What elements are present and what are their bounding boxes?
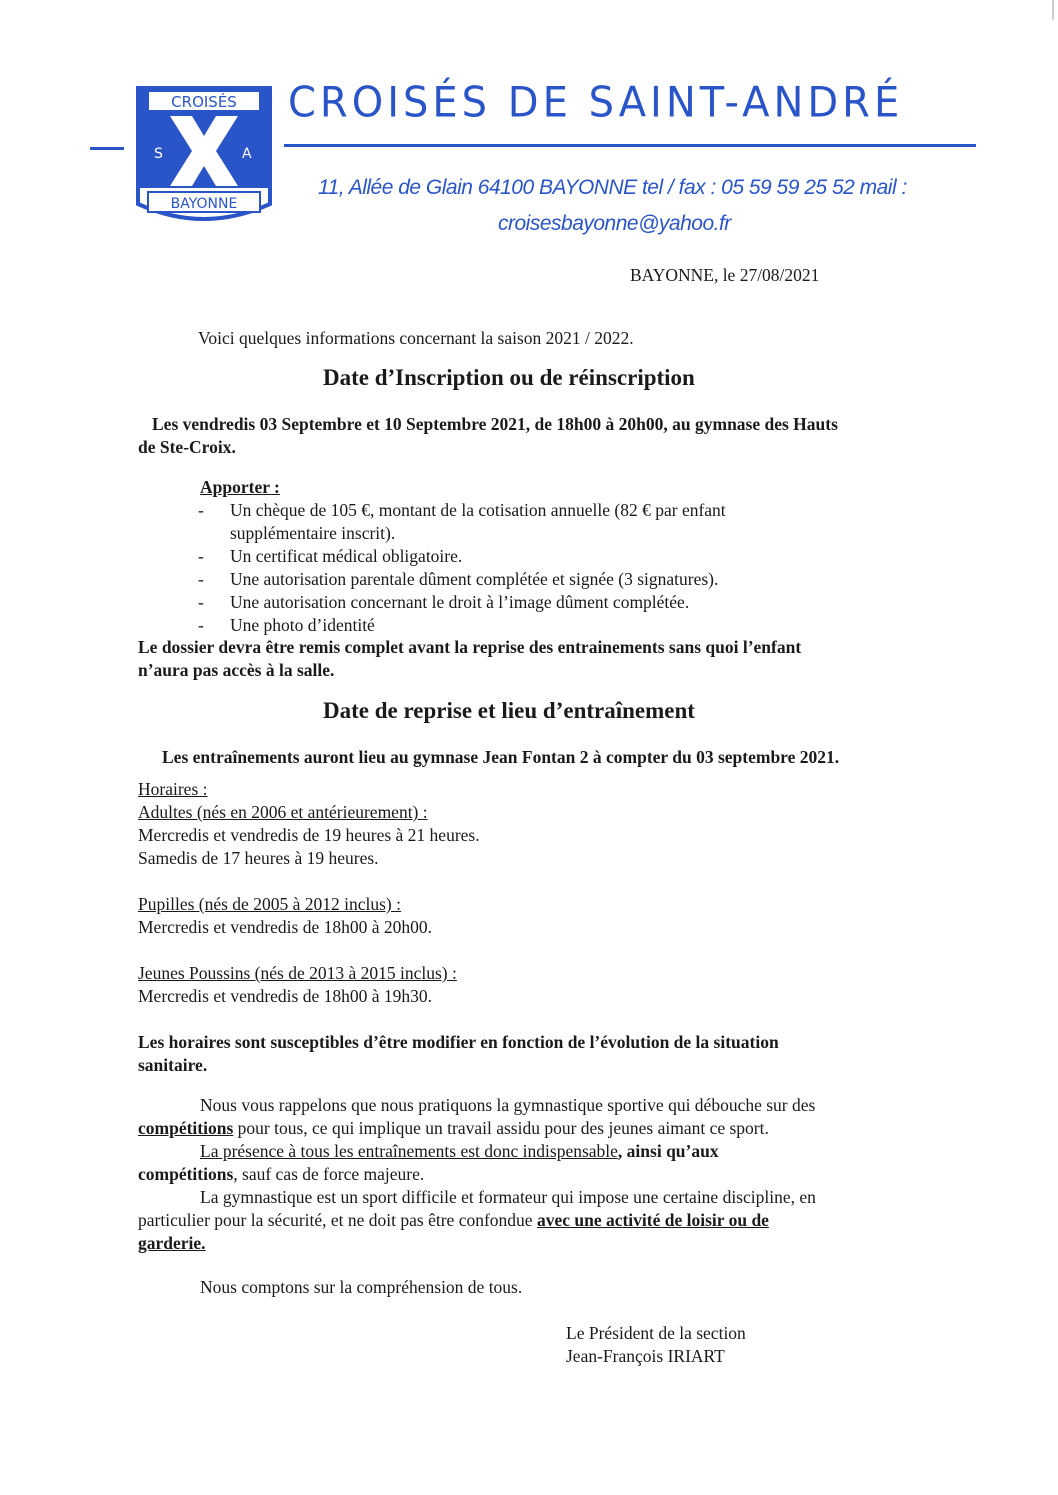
paragraph-discipline-cont (138, 1209, 769, 1232)
list-item (198, 499, 726, 545)
list-item (198, 568, 726, 591)
pupils-label: Pupilles (nés de 2005 à 2012 inclus) : (138, 894, 401, 914)
adults-schedule: Mercredis et vendredis de 19 heures à 21 heures. (138, 825, 480, 845)
dossier-warning-cont: n’aura pas accès à la salle. (138, 660, 335, 680)
competitions-emphasis: compétitions (138, 1118, 234, 1138)
signature-name: Jean-François IRIART (566, 1346, 725, 1366)
registration-dates: Les vendredis 03 Septembre et 10 Septembre 2021, de 18h00 à 20h00, au gymnase des Hauts (152, 414, 838, 434)
letter-date: BAYONNE, le 27/08/2021 (630, 265, 820, 285)
intro-text: Voici quelques informations concernant la saison 2021 / 2022. (198, 328, 634, 348)
dossier-warning: Le dossier devra être remis complet avant la reprise des entrainements sans quoi l’enfant (138, 637, 802, 657)
attendance-underlined: La présence à tous les entraînements est donc indispensable (200, 1141, 618, 1161)
club-name-heading: CROISÉS DE SAINT-ANDRÉ (288, 78, 904, 128)
list-item-line: Une photo d’identité (230, 615, 375, 635)
list-dash: - (198, 546, 204, 566)
paragraph-competition: Nous vous rappelons que nous pratiquons la gymnastique sportive qui débouche sur des (200, 1095, 816, 1115)
paragraph-attendance (200, 1140, 719, 1163)
paragraph-competition-cont (138, 1117, 769, 1140)
signature-title: Le Président de la section (566, 1323, 746, 1343)
leisure-emphasis: avec une activité de loisir ou de (536, 1210, 769, 1230)
young-poussins-schedule: Mercredis et vendredis de 18h00 à 19h30. (138, 986, 433, 1006)
paragraph-text: pour tous, ce qui implique un travail assidu pour des jeunes aimant ce sport. (233, 1118, 769, 1138)
registration-title: Date d’Inscription ou de réinscription (323, 365, 695, 390)
paragraph-discipline: La gymnastique est un sport difficile et formateur qui impose une certaine discipline, en (200, 1187, 816, 1207)
attendance-bold: , ainsi qu’aux (617, 1141, 719, 1161)
paragraph-text: , sauf cas de force majeure. (233, 1164, 425, 1184)
adults-label: Adultes (nés en 2006 et antérieurement) : (138, 802, 428, 822)
club-email: croisesbayonne@yahoo.fr (498, 212, 731, 235)
training-location: Les entraînements auront lieu au gymnase Jean Fontan 2 à compter du 03 septembre 2021. (162, 747, 840, 767)
paragraph-attendance-cont (138, 1163, 424, 1186)
club-address: 11, Allée de Glain 64100 BAYONNE tel / fax : 05 59 59 25 52 mail : (318, 176, 907, 199)
documents-to-bring-label: Apporter : (200, 477, 280, 497)
list-dash: - (198, 569, 204, 589)
paragraph-text: particulier pour la sécurité, et ne doit pas être confondue (138, 1210, 537, 1230)
list-dash: - (198, 592, 204, 612)
schedule-notice-cont: sanitaire. (138, 1055, 208, 1075)
list-item (198, 591, 726, 614)
closing-line: Nous comptons sur la compréhension de tous. (200, 1277, 523, 1297)
young-poussins-label: Jeunes Poussins (nés de 2013 à 2015 inclus) : (138, 963, 457, 983)
list-item (198, 545, 726, 568)
competitions-bold: compétitions (138, 1164, 234, 1184)
list-item (198, 614, 726, 637)
list-dash: - (198, 615, 204, 635)
registration-dates-cont: de Ste-Croix. (138, 437, 236, 457)
logo-bottom-text: BAYONNE (170, 196, 238, 212)
list-item-line: Une autorisation concernant le droit à l’image dûment complétée. (230, 592, 690, 612)
schedule-notice: Les horaires sont susceptibles d’être modifier en fonction de l’évolution de la situation (138, 1032, 779, 1052)
adults-schedule-saturday: Samedis de 17 heures à 19 heures. (138, 848, 379, 868)
list-item-line: supplémentaire inscrit). (230, 523, 396, 543)
schedule-label: Horaires : (138, 779, 208, 799)
garderie-emphasis: garderie. (138, 1233, 206, 1253)
scan-edge-mark (1052, 0, 1054, 20)
list-item-line: Un chèque de 105 €, montant de la cotisation annuelle (82 € par enfant (230, 500, 726, 520)
header-rule (284, 144, 976, 147)
logo-top-text: CROISÉS (171, 93, 237, 111)
list-item-line: Une autorisation parentale dûment complétée et signée (3 signatures). (230, 569, 719, 589)
training-title: Date de reprise et lieu d’entraînement (323, 698, 695, 723)
documents-list (198, 499, 726, 637)
header-accent-line (90, 147, 124, 150)
pupils-schedule: Mercredis et vendredis de 18h00 à 20h00. (138, 917, 433, 937)
logo-letter-a: A (242, 146, 252, 162)
list-dash: - (198, 500, 204, 520)
logo-letter-s: S (154, 146, 163, 162)
list-item-line: Un certificat médical obligatoire. (230, 546, 463, 566)
club-logo (134, 84, 274, 234)
